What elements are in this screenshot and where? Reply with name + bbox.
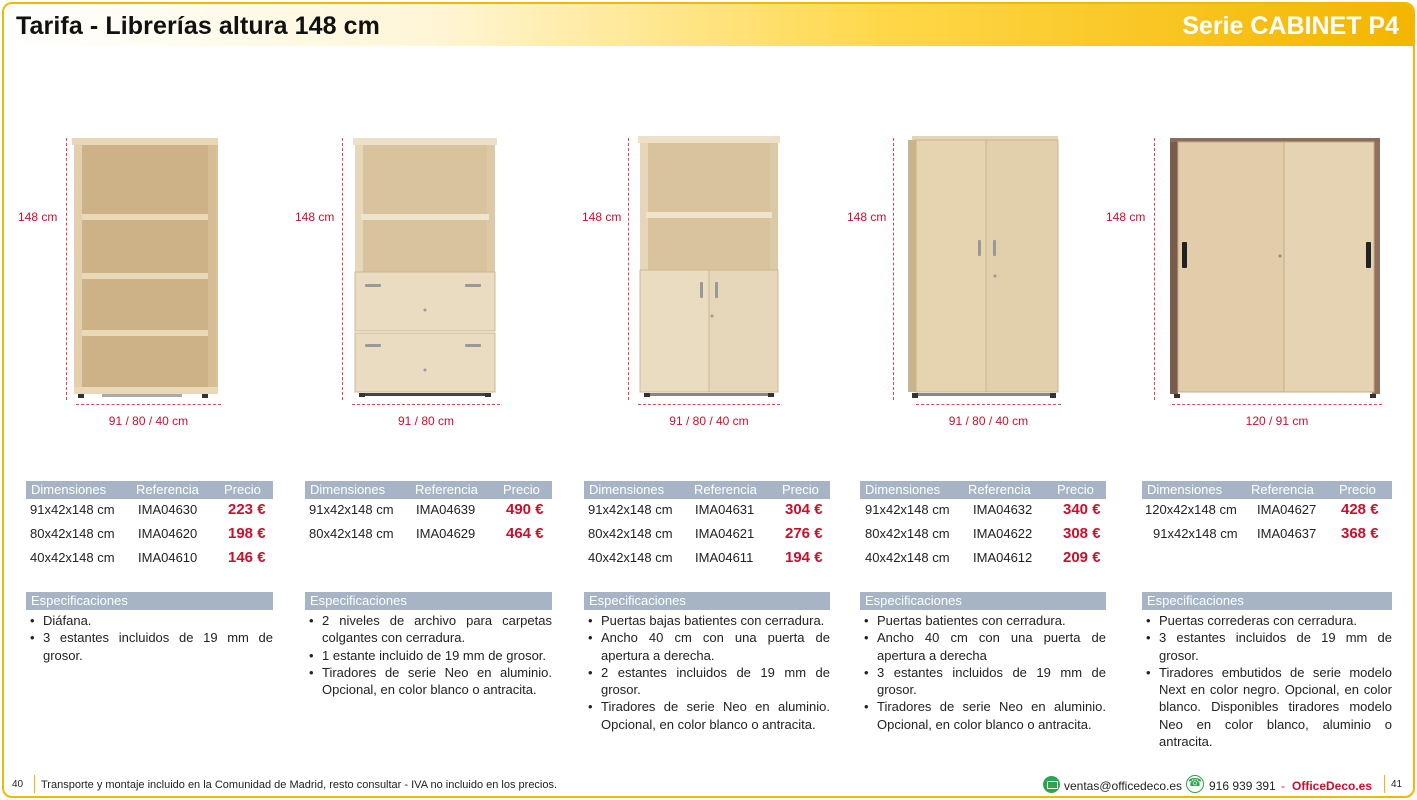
width-label: 120 / 91 cm: [1245, 414, 1309, 428]
spec-item: • Ancho 40 cm con una puerta de apertura a derecha: [864, 629, 1106, 664]
height-dimension-line: [1154, 138, 1155, 400]
width-dimension-line: [76, 404, 221, 405]
table-row: [26, 500, 273, 522]
specs-list: [864, 612, 1106, 733]
row-dimensions: 40x42x148 cm: [588, 550, 673, 565]
col-reference: Referencia: [1251, 482, 1314, 497]
row-price: 304 €: [785, 501, 823, 518]
spec-item: • Tiradores de serie Neo en aluminio. Opcional, en color blanco o antracita.: [588, 698, 830, 733]
table-row: [860, 500, 1106, 522]
width-label: 91 / 80 / 40 cm: [669, 414, 749, 428]
row-reference: IMA04639: [416, 502, 476, 517]
spec-item: • Puertas batientes con cerradura.: [864, 612, 1106, 629]
height-dimension-line: [893, 138, 894, 400]
spec-item: • Tiradores de serie Neo en aluminio. Opcional, en color blanco o antracita.: [309, 664, 552, 699]
row-reference: IMA04621: [695, 526, 755, 541]
height-label: 148 cm: [582, 210, 622, 224]
row-dimensions: 40x42x148 cm: [865, 550, 950, 565]
height-dimension-line: [628, 138, 629, 400]
height-label: 148 cm: [847, 210, 887, 224]
low-door-bookcase-image: [638, 136, 784, 400]
height-dimension-line: [66, 138, 67, 400]
specs-list: [30, 612, 273, 664]
col-dimensions: Dimensiones: [1147, 482, 1223, 497]
row-dimensions: 91x42x148 cm: [30, 502, 115, 517]
width-dimension-line: [638, 404, 780, 405]
product-column-3: [584, 0, 830, 760]
height-label: 148 cm: [295, 210, 335, 224]
col-price: Precio: [782, 482, 819, 497]
table-row: [26, 524, 273, 546]
footer-dash: -: [1281, 779, 1285, 793]
col-reference: Referencia: [415, 482, 478, 497]
width-label: 91 / 80 / 40 cm: [108, 414, 189, 428]
row-price: 464 €: [506, 525, 544, 542]
table-row: [1142, 500, 1392, 522]
row-dimensions: 91x42x148 cm: [588, 502, 673, 517]
product-column-1: [18, 0, 273, 760]
spec-item: • 3 estantes incluidos de 19 mm de grosor.: [864, 664, 1106, 699]
table-row: [584, 500, 830, 522]
specs-list: [1146, 612, 1392, 750]
row-price: 198 €: [228, 525, 266, 542]
width-dimension-line: [916, 404, 1061, 405]
specs-header: Especificaciones: [584, 592, 830, 610]
width-dimension-line: [352, 404, 500, 405]
row-dimensions: 91x42x148 cm: [865, 502, 950, 517]
row-dimensions: 80x42x148 cm: [865, 526, 950, 541]
row-dimensions: 80x42x148 cm: [588, 526, 673, 541]
spec-item: • Tiradores embutidos de serie modelo Next en color negro. Opcional, en color blanco. Disponibles tiradores modelo Neo en color blanco, aluminio o antracita.: [1146, 664, 1392, 750]
row-reference: IMA04610: [138, 550, 198, 565]
open-bookcase-image: [72, 138, 222, 400]
footer-note: Transporte y montaje incluido en la Comunidad de Madrid, resto consultar - IVA no incluido en los precios.: [41, 779, 558, 791]
brand-link[interactable]: OfficeDeco.es: [1292, 779, 1373, 793]
specs-list: [309, 612, 552, 698]
col-dimensions: Dimensiones: [865, 482, 941, 497]
table-row: [860, 524, 1106, 546]
col-price: Precio: [1339, 482, 1376, 497]
col-reference: Referencia: [694, 482, 757, 497]
price-table-header: [860, 481, 1106, 499]
spec-item: • 2 niveles de archivo para carpetas colgantes con cerradura.: [309, 612, 552, 647]
col-dimensions: Dimensiones: [589, 482, 665, 497]
row-dimensions: 91x42x148 cm: [1153, 526, 1238, 541]
width-label: 91 / 80 cm: [397, 414, 455, 428]
phone-icon: ☎: [1186, 775, 1204, 793]
footer-divider: [1384, 775, 1385, 793]
row-dimensions: 120x42x148 cm: [1145, 502, 1237, 517]
row-dimensions: 80x42x148 cm: [30, 526, 115, 541]
height-label: 148 cm: [1106, 210, 1146, 224]
specs-header: Especificaciones: [305, 592, 552, 610]
row-reference: IMA04612: [973, 550, 1033, 565]
table-row: [584, 524, 830, 546]
price-table-header: [584, 481, 830, 499]
filing-bookcase-image: [353, 138, 501, 400]
col-price: Precio: [503, 482, 540, 497]
row-price: 194 €: [785, 549, 823, 566]
page-number-left: 40: [12, 779, 24, 790]
series-title: Serie CABINET P4: [1182, 12, 1399, 40]
row-dimensions: 80x42x148 cm: [309, 526, 394, 541]
table-row: [305, 500, 552, 522]
row-price: 428 €: [1341, 501, 1379, 518]
height-label: 148 cm: [18, 210, 58, 224]
footer-divider: [34, 775, 35, 793]
row-price: 146 €: [228, 549, 266, 566]
height-dimension-line: [342, 138, 343, 400]
spec-item: • Tiradores de serie Neo en aluminio. Opcional, en color blanco o antracita.: [864, 698, 1106, 733]
spec-item: • 3 estantes incluidos de 19 mm de grosor.: [1146, 629, 1392, 664]
col-reference: Referencia: [136, 482, 199, 497]
row-dimensions: 91x42x148 cm: [309, 502, 394, 517]
spec-item: • Puertas bajas batientes con cerradura.: [588, 612, 830, 629]
table-row: [584, 548, 830, 570]
spec-item: • Diáfana.: [30, 612, 273, 629]
row-dimensions: 40x42x148 cm: [30, 550, 115, 565]
row-reference: IMA04631: [695, 502, 755, 517]
row-price: 276 €: [785, 525, 823, 542]
specs-header: Especificaciones: [860, 592, 1106, 610]
spec-item: • Ancho 40 cm con una puerta de apertura a derecha.: [588, 629, 830, 664]
spec-item: • 2 estantes incluidos de 19 mm de grosor.: [588, 664, 830, 699]
row-reference: IMA04632: [973, 502, 1033, 517]
table-row: [305, 524, 552, 546]
table-row: [860, 548, 1106, 570]
product-column-2: [295, 0, 552, 760]
product-column-4: [847, 0, 1106, 760]
row-reference: IMA04637: [1257, 526, 1317, 541]
row-price: 308 €: [1063, 525, 1101, 542]
col-dimensions: Dimensiones: [31, 482, 107, 497]
sliding-door-cabinet-image: [1170, 136, 1384, 400]
row-price: 340 €: [1063, 501, 1101, 518]
width-dimension-line: [1172, 404, 1382, 405]
row-reference: IMA04611: [695, 550, 754, 565]
row-price: 209 €: [1063, 549, 1101, 566]
contact-phone[interactable]: 916 939 391: [1209, 779, 1276, 793]
swing-door-cabinet-image: [908, 136, 1064, 400]
row-reference: IMA04627: [1257, 502, 1317, 517]
table-row: [1142, 524, 1392, 546]
specs-header: Especificaciones: [26, 592, 273, 610]
col-price: Precio: [1057, 482, 1094, 497]
col-reference: Referencia: [968, 482, 1031, 497]
email-icon: [1043, 776, 1060, 793]
row-price: 490 €: [506, 501, 544, 518]
contact-email[interactable]: ventas@officedeco.es: [1064, 779, 1183, 793]
spec-item: • Puertas correderas con cerradura.: [1146, 612, 1392, 629]
price-table-header: [26, 481, 273, 499]
specs-header: Especificaciones: [1142, 592, 1392, 610]
table-row: [26, 548, 273, 570]
page-number-right: 41: [1391, 779, 1403, 790]
row-reference: IMA04620: [138, 526, 198, 541]
page-title: Tarifa - Librerías altura 148 cm: [16, 12, 381, 40]
spec-item: • 1 estante incluido de 19 mm de grosor.: [309, 647, 552, 664]
row-reference: IMA04629: [416, 526, 476, 541]
product-column-5: [1106, 0, 1392, 760]
row-price: 223 €: [228, 501, 266, 518]
col-dimensions: Dimensiones: [310, 482, 386, 497]
col-price: Precio: [224, 482, 261, 497]
spec-item: • 3 estantes incluidos de 19 mm de grosor.: [30, 629, 273, 664]
row-reference: IMA04622: [973, 526, 1033, 541]
width-label: 91 / 80 / 40 cm: [948, 414, 1029, 428]
row-price: 368 €: [1341, 525, 1379, 542]
price-table-header: [1142, 481, 1392, 499]
specs-list: [588, 612, 830, 733]
price-table-header: [305, 481, 552, 499]
row-reference: IMA04630: [138, 502, 198, 517]
